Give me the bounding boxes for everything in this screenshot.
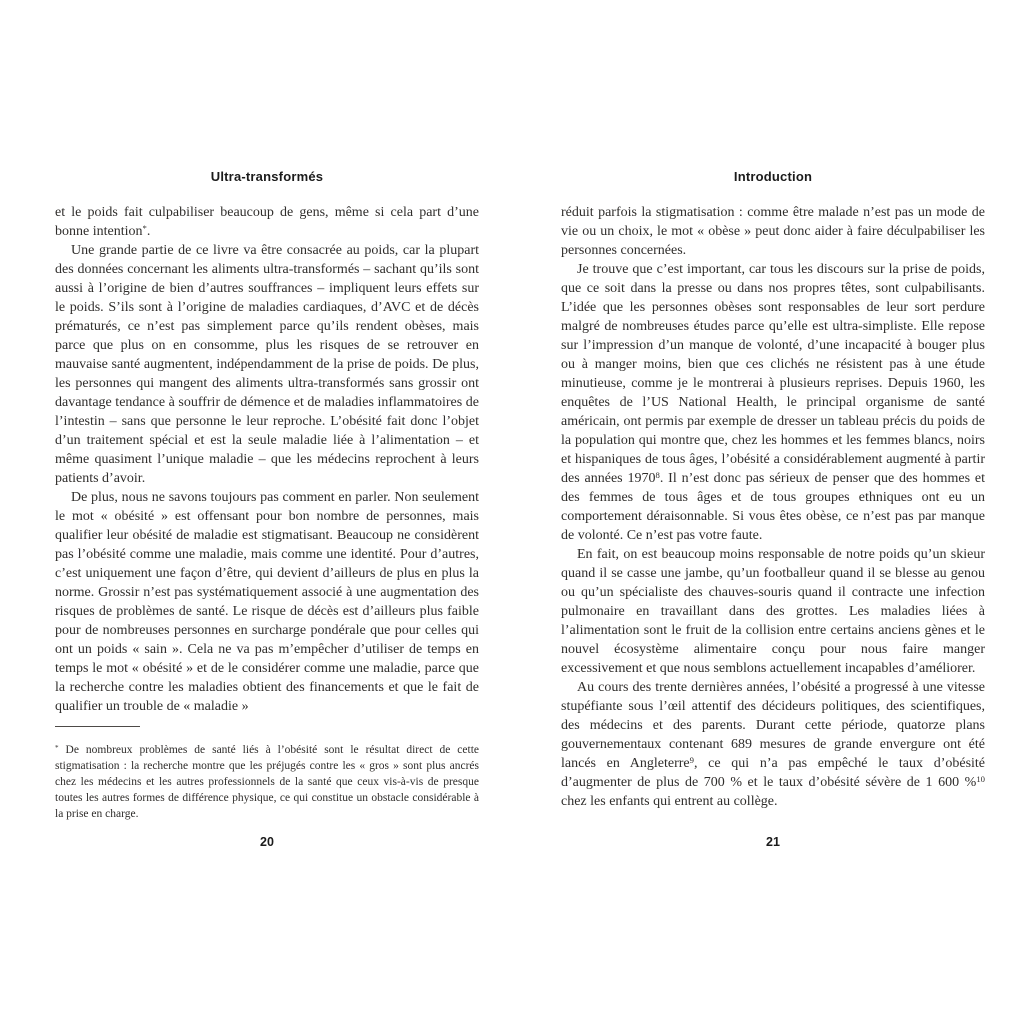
page-number-left: 20 <box>260 835 274 849</box>
paragraph <box>561 260 985 545</box>
running-head-left: Ultra-transformés <box>210 169 324 184</box>
paragraph <box>561 545 985 678</box>
footnote <box>55 742 479 822</box>
text-run: Une grande partie de ce livre va être consacrée au poids, car la plupart des données concernant les aliments ultra-transformés – sachant qu’ils sont aussi à l’origine de bien d’autres souffrances – impliquent leurs effets sur le poids. S’ils sont à l’origine de maladies cardiaques, d’AVC et de décès prématurés, ce n’est pas simplement parce qu’ils rendent obèses, mais parce que plus on en consomme, plus les risques de se retrouver en mauvaise santé augmentent, indépendamment de la prise de poids. De plus, les personnes qui mangent des aliments ultra-transformés sans grossir ont davantage tendance à souffrir de démence et de maladies inflammatoires de l’intestin – sans que personne le leur reproche. L’obésité fait donc l’objet d’un traitement spécial et est la seule maladie liée à l’alimentation – et même quasiment l’unique maladie – que les médecins reprochent à leurs patients d’avoir. <box>55 243 479 486</box>
page-right <box>561 169 986 849</box>
note-reference: 8 <box>655 470 660 481</box>
paragraph <box>55 241 479 488</box>
note-reference: 9 <box>689 755 694 766</box>
footnote-rule <box>55 726 140 727</box>
text-run: réduit parfois la stigmatisation : comme être malade n’est pas un mode de vie ou un choix, le mot « obèse » peut donc aider à faire déculpabiliser les personnes concernées. <box>561 205 985 258</box>
text-run: De nombreux problèmes de santé liés à l’obésité sont le résultat direct de cette stigmatisation : la recherche montre que les préjugés contre les « gros » sont plus ancrés chez les médecins et les autres professionnels de la santé que ceux vis-à-vis de presque toutes les autres formes de différence physique, ce qui constitue un obstacle considérable à la prise en charge. <box>55 744 479 820</box>
page-right-body <box>561 203 985 811</box>
text-run: et le poids fait culpabiliser beaucoup de gens, même si cela part d’une bonne intention <box>55 205 479 239</box>
paragraph <box>55 203 479 241</box>
note-reference: * <box>142 223 147 234</box>
text-run: . Il n’est donc pas sérieux de penser que des hommes et des femmes de tous âges et de tous groupes ethniques ont eu un comportement déraisonnable. Si vous êtes obèse, ce n’est pas par manque de volonté. Ce n’est pas votre faute. <box>561 471 985 543</box>
paragraph <box>561 203 985 260</box>
text-run: Au cours des trente dernières années, l’obésité a progressé à une vitesse stupéfiante sous l’œil attentif des décideurs politiques, des scientifiques, des médecins et des parents. Durant cette période, quatorze plans gouvernementaux contenant 689 mesures de grande envergure ont été lancés en Angleterre <box>561 680 985 771</box>
paragraph <box>55 742 479 822</box>
text-run: De plus, nous ne savons toujours pas comment en parler. Non seulement le mot « obésité » est offensant pour bon nombre de personnes, mais qualifier leur obésité de maladie est stigmatisant. Beaucoup ne considèrent pas l’obésité comme une maladie, mais comme une identité. Pour d’autres, c’est uniquement une façon d’être, qui devient d’ailleurs de plus en plus la norme. Grossir n’est pas systématiquement associé à une augmentation des risques de problèmes de santé. Le risque de décès est d’ailleurs plus faible pour de nombreuses personnes en surcharge pondérale que pour celles qui ont un poids « sain ». Cela ne va pas m’empêcher d’utiliser de temps en temps le mot « obésité » et de le considérer comme une maladie, parce que la recherche contre les maladies obtient des financements et que le fait de qualifier un trouble de « maladie » <box>55 490 479 714</box>
paragraph <box>561 678 985 811</box>
text-run: Je trouve que c’est important, car tous les discours sur la prise de poids, que ce soit dans la presse ou dans nos propres têtes, sont culpabilisants. L’idée que les personnes obèses sont responsables de leur sort perdure malgré de nombreuses études parce qu’elle est ultra-simpliste. Elle repose sur l’impression d’un manque de volonté, d’une incapacité à bouger plus ou à manger moins, bien que ces clichés ne résistent pas à une étude minutieuse, comme je le montrerai à plusieurs reprises. Depuis 1960, les enquêtes de l’US National Health, le principal organisme de santé américain, ont permis par exemple de dresser un tableau précis du poids de la population qui montre que, chez les hommes et les femmes blancs, noirs et hispaniques de tous âges, l’obésité a considérablement augmenté à partir des années 1970 <box>561 262 985 486</box>
text-run: , ce qui n’a pas empêché le taux d’obésité d’augmenter de plus de 700 % et le taux d’obésité sévère de 1 600 % <box>561 756 986 790</box>
page-left <box>55 169 479 849</box>
text-run: En fait, on est beaucoup moins responsable de notre poids qu’un skieur quand il se casse une jambe, qu’un footballeur quand il se blesse au genou ou qu’un spécialiste des chauves-souris quand il contracte une infection pulmonaire en travaillant dans des grottes. Les maladies liées à l’alimentation sont le fruit de la collision entre certains anciens gènes et le nouvel écosystème alimentaire conçu pour nous faire manger excessivement et que nous semblons actuellement incapables d’améliorer. <box>561 547 985 676</box>
text-run: . <box>146 224 151 239</box>
note-reference: 10 <box>976 774 985 785</box>
page-number-right: 21 <box>766 835 780 849</box>
running-head-right: Introduction <box>733 169 813 184</box>
paragraph <box>55 488 479 716</box>
text-run: chez les enfants qui entrent au collège. <box>561 794 778 809</box>
page-left-body <box>55 203 479 716</box>
note-reference: * <box>55 743 59 752</box>
